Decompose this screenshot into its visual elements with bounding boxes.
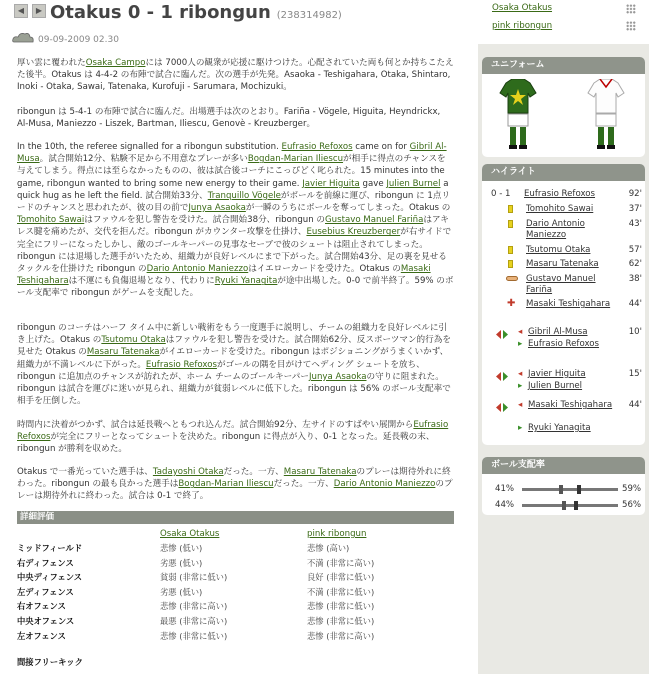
team-links: [478, 0, 649, 44]
player-link[interactable]: Masaki Teshigahara: [17, 264, 431, 287]
event-player-link[interactable]: Tomohito Sawai: [526, 204, 594, 214]
rating-v1: 貧弱 (非常に低い): [160, 572, 228, 583]
report-text: には 7000人の観衆が応援に駆けつけた。心配されていた両も何とか持ちこたえた後半。Otakus は 4-4-2 の布陣で試合に臨んだ。次の選手が先発。Asaoka - Teshigahara, Otaka, Shintaro, Inoki - Otaka, Sawai, Tatenaka, Kurofuji - Sarumara, Mochizuki。: [17, 58, 454, 93]
stats-team1-link[interactable]: Osaka Otakus: [160, 529, 220, 539]
report-text: gave: [359, 178, 387, 189]
player-link[interactable]: Tranquillo Vögele: [207, 190, 281, 201]
player-link[interactable]: Julien Burnel: [386, 178, 441, 189]
sub-out-arrow-icon: ◂: [518, 327, 523, 337]
match-date: 09-09-2009 02.30: [38, 35, 119, 45]
player-link[interactable]: Junya Asaoka: [188, 203, 246, 214]
report-text: ribongun は 5-4-1 の布陣で試合に臨んだ。出場選手は次のとおり。Fariña - Vögele, Higuita, Heyndrickx, Al-Musa, Maniezzo - Liszek, Bartman, Iliescu, Genovè - Kreuzberger。: [17, 107, 441, 130]
report-paragraph: [17, 466, 454, 503]
rating-v1: 劣悪 (低い): [160, 557, 203, 568]
report-text: のプレーは期待外れに終わった。ribongun の最も良かった選手は: [17, 467, 451, 490]
report-paragraph: [17, 419, 454, 456]
yellow-card-icon: [508, 205, 513, 213]
report-paragraph: [17, 57, 454, 94]
player-link[interactable]: Eufrasio Refoxos: [17, 420, 449, 443]
player-link[interactable]: Gustavo Manuel Fariña: [325, 215, 424, 226]
goal-minute: 92': [628, 189, 642, 199]
injury-icon: [506, 276, 518, 281]
substitution-icon: [496, 403, 507, 411]
report-text: 厚い雲に覆われた: [17, 58, 86, 68]
rating-label: 左オフェンス: [17, 630, 66, 641]
team1-link[interactable]: Osaka Otakus: [492, 3, 553, 13]
possession-marker: [559, 485, 563, 494]
ratings-header: 詳細評価: [17, 511, 454, 524]
page-title: Otakus 0 - 1 ribongun (238314982): [50, 2, 342, 23]
sub-in-arrow-icon: ▸: [518, 381, 523, 391]
report-text: だった。一方、: [273, 479, 334, 490]
sub-out-arrow-icon: ◂: [518, 369, 523, 379]
rating-v1: 最悪 (非常に高い): [160, 616, 228, 626]
rating-row: [17, 556, 454, 570]
highlights-title: ハイライト: [482, 164, 645, 181]
player-link[interactable]: Ryuki Yanagita: [214, 276, 278, 287]
report-text: がゴールの隅を目がけてヘディング シュートを放ち、ribongun に追加点のチャンスが訪れたが、ホーム チームのゴールキーパー: [17, 359, 425, 382]
report-text: In the 10th, the referee signalled for a ribongun substitution.: [17, 142, 282, 152]
stats-team2-link[interactable]: pink ribongun: [307, 529, 367, 539]
rating-label: 右ディフェンス: [17, 557, 74, 568]
report-text: が完全にフリーとなってシュートを決めた。ribongun に得点が入り、0-1 となった。延長戦の末、ribongun が勝利を収めた。: [17, 432, 435, 455]
player-link[interactable]: Gibril Al-Musa: [17, 142, 447, 165]
event-minute: 38': [628, 274, 642, 284]
next-match-button[interactable]: ▶: [32, 4, 46, 18]
event-player-link[interactable]: Dario Antonio Maniezzo: [526, 219, 585, 240]
rating-v1: 悲惨 (非常に低い): [160, 630, 228, 641]
goal-scorer-link[interactable]: Eufrasio Refoxos: [524, 189, 596, 199]
report-text: 時間内に決着がつかず、試合は延長戦へともつれ込んだ。試合開始92分、左サイドのすばやい展開から: [17, 420, 414, 430]
report-text: がボールを前線に運び、ribongun に 1点リードのチャンスと思われたが、彼の目の前で: [17, 190, 451, 214]
sub-minute: 15': [628, 369, 642, 379]
set-pieces-header: 間接フリーキック: [17, 657, 83, 667]
rating-row: [17, 599, 454, 613]
sub-out-arrow-icon: ◂: [518, 400, 523, 410]
rating-label: 右オフェンス: [17, 601, 66, 612]
report-text: はアキレス腱を痛めたが、交代を拒んだ。ribongun がカウンター攻撃を仕掛け、: [17, 215, 449, 238]
header: [0, 0, 470, 30]
prev-match-button[interactable]: ◀: [14, 4, 28, 18]
player-link[interactable]: Tsutomu Otaka: [101, 335, 166, 346]
possession-bar: [522, 488, 618, 491]
report-text: がイエローカードを受けた。ribongun はポジショニングがうまくいかず、組織力が不満レベルに下がった。: [17, 347, 449, 370]
substitution-icon: [496, 372, 507, 380]
rating-row: [17, 629, 454, 643]
rating-label: ミッドフィールド: [17, 543, 83, 553]
report-text: ribongun のコーチはハーフ タイム中に新しい戦術をもう一度選手に説明し、チームの組織力を良好レベルに引き上げた。Otakus の: [17, 323, 448, 346]
rating-row: [17, 614, 454, 628]
rating-row: [17, 585, 454, 599]
event-player-link[interactable]: Masaki Teshigahara: [526, 299, 611, 309]
yellow-card-icon: [508, 220, 513, 228]
player-link[interactable]: Bogdan-Marian Iliescu: [247, 154, 344, 165]
sub-in-player-link[interactable]: Eufrasio Refoxos: [528, 339, 600, 349]
report-text: のプレーは期待外れに終わった。試合は 0-1 で終了。: [17, 479, 453, 502]
possession-box: [482, 457, 645, 515]
possession-marker: [577, 485, 581, 494]
report-text: が一瞬のうちにボールを奪ってしまった。Otakus の: [245, 203, 451, 214]
team2-link[interactable]: pink ribongun: [492, 21, 553, 31]
player-link[interactable]: Dario Antonio Maniezzo: [333, 479, 436, 490]
possession-title: ボール支配率: [482, 457, 645, 474]
player-link[interactable]: Masaru Tatenaka: [86, 347, 160, 358]
event-minute: 37': [628, 204, 642, 214]
report-text: 。試合開始12分、粘験不足から不用意なプレーが多い: [39, 154, 248, 165]
rating-v1: 悲惨 (低い): [160, 543, 203, 553]
report-text: came on for: [352, 142, 410, 152]
possession-bar: [522, 504, 618, 507]
match-id: (238314982): [276, 10, 342, 21]
rating-label: 左ディフェンス: [17, 586, 74, 597]
rating-v2: 悲惨 (非常に高い): [307, 630, 375, 641]
possession-left: 44%: [495, 500, 515, 510]
uniform-box: [482, 57, 645, 157]
player-link[interactable]: Javier Higuita: [302, 178, 360, 189]
player-link[interactable]: Eufrasio Refoxos: [281, 142, 353, 152]
player-link[interactable]: Osaka Campo: [85, 58, 146, 68]
rating-v2: 悲惨 (非常に低い): [307, 616, 375, 626]
report-text: が相手に得点のチャンスを与えてしまう。得点には至らなかったものの、彼は試合後コーチにこっぴどく叱られた。15 minutes into the game, ribongun wanted to bring some new energy to their game.: [17, 154, 446, 189]
rating-label: 中央オフェンス: [17, 616, 75, 626]
injury-cross-icon: ✚: [507, 298, 516, 309]
cloud-icon: [11, 30, 35, 44]
event-minute: 57': [628, 245, 642, 255]
player-link[interactable]: Eusebius Kreuzberger: [306, 227, 401, 238]
sub-in-arrow-icon: ▸: [518, 339, 523, 349]
possession-marker: [574, 501, 578, 510]
player-link[interactable]: Dario Antonio Maniezzo: [146, 264, 249, 275]
rating-v2: 不満 (非常に低い): [307, 586, 375, 597]
sub-minute: 10': [628, 327, 642, 337]
grid-icon[interactable]: [626, 4, 636, 14]
report-paragraph: [17, 322, 454, 407]
yellow-card-icon: [508, 246, 513, 254]
sub-minute: 44': [628, 400, 642, 410]
report-text: は不運にも負傷退場となり、代わりに: [68, 276, 215, 287]
sub-out-player-link[interactable]: Javier Higuita: [528, 369, 586, 379]
rating-v1: 悲惨 (非常に高い): [160, 601, 228, 612]
event-minute: 43': [628, 219, 642, 229]
report-text: だった。一方、: [223, 467, 284, 477]
rating-row: [17, 541, 454, 555]
substitution-icon: [496, 330, 507, 338]
possession-right: 59%: [622, 484, 642, 494]
sidebar: [478, 0, 649, 674]
player-link[interactable]: Tomohito Sawai: [17, 215, 85, 226]
report-text: はファウルを犯し警告を受けた。試合開始62分、反スポーツマン的行為を見せた Otakus の: [17, 335, 451, 358]
possession-marker: [562, 501, 566, 510]
yellow-card-icon: [508, 260, 513, 268]
possession-left: 41%: [495, 484, 515, 494]
goal-score: 0 - 1: [491, 189, 511, 199]
rating-v2: 良好 (非常に低い): [307, 572, 375, 583]
player-link[interactable]: Junya Asaoka: [309, 371, 367, 382]
sub-in-arrow-icon: ▸: [518, 423, 523, 433]
report-paragraph: [17, 106, 454, 130]
sub-out-player-link[interactable]: Masaki Teshigahara: [528, 400, 613, 410]
report-text: が右サイドで完全にフリーになったしかし、敵のゴールキーパーの見事なセーブで彼のシュートは阻止されてしまった。ribongun には退場した選手がいたため、組織力が良好レベルにまで下がった。試合開始43分、足の裏を見せるタックルを仕掛けた ribongun の: [17, 227, 452, 275]
player-link[interactable]: Bogdan-Marian Iliescu: [178, 479, 274, 490]
event-minute: 62': [628, 259, 642, 269]
player-link[interactable]: Tadayoshi Otaka: [152, 467, 224, 477]
grid-icon[interactable]: [626, 21, 636, 31]
sub-out-player-link[interactable]: Gibril Al-Musa: [528, 327, 588, 337]
event-minute: 44': [628, 299, 642, 309]
rating-v1: 劣悪 (低い): [160, 586, 203, 597]
away-kit-icon: [586, 79, 626, 151]
rating-label: 中央ディフェンス: [17, 572, 83, 583]
report-text: Otakus で一番光っていた選手は、: [17, 467, 153, 477]
rating-v2: 悲惨 (非常に低い): [307, 601, 375, 612]
report-text: が途中出場した。0-0 で前半終了。59% のボール支配率で ribongun がゲームを支配した。: [17, 276, 454, 299]
event-player-link[interactable]: Gustavo Manuel Fariña: [526, 274, 596, 295]
report-text: の守りに阻まれた。ribongun は試合を運びに迷いが見られ、組織力が貧弱レベルに低下した。ribongun は 56% のボール支配率で相手を圧倒した。: [17, 371, 451, 407]
sub-in-player-link[interactable]: Julien Burnel: [528, 381, 583, 391]
rating-v2: 不満 (非常に高い): [307, 557, 375, 568]
player-link[interactable]: Eufrasio Refoxos: [145, 359, 217, 370]
event-player-link[interactable]: Tsutomu Otaka: [526, 245, 591, 255]
uniform-title: ユニフォーム: [482, 57, 645, 74]
home-kit-icon: [498, 79, 538, 151]
highlights-box: [482, 164, 645, 445]
player-link[interactable]: Masaru Tatenaka: [283, 467, 357, 477]
rating-row: [17, 570, 454, 584]
report-text: はイエローカードを受けた。Otakus の: [248, 264, 401, 275]
event-player-link[interactable]: Masaru Tatenaka: [526, 259, 599, 269]
report-text: はファウルを犯し警告を受けた。試合開始38分、ribongun の: [84, 215, 326, 226]
possession-right: 56%: [622, 500, 642, 510]
report-text: a quick hug as he left the field. 試合開始33分、: [17, 178, 449, 201]
sub-in-player-link[interactable]: Ryuki Yanagita: [528, 423, 591, 433]
report-paragraph: [17, 141, 454, 300]
rating-v2: 悲惨 (高い): [307, 543, 350, 553]
